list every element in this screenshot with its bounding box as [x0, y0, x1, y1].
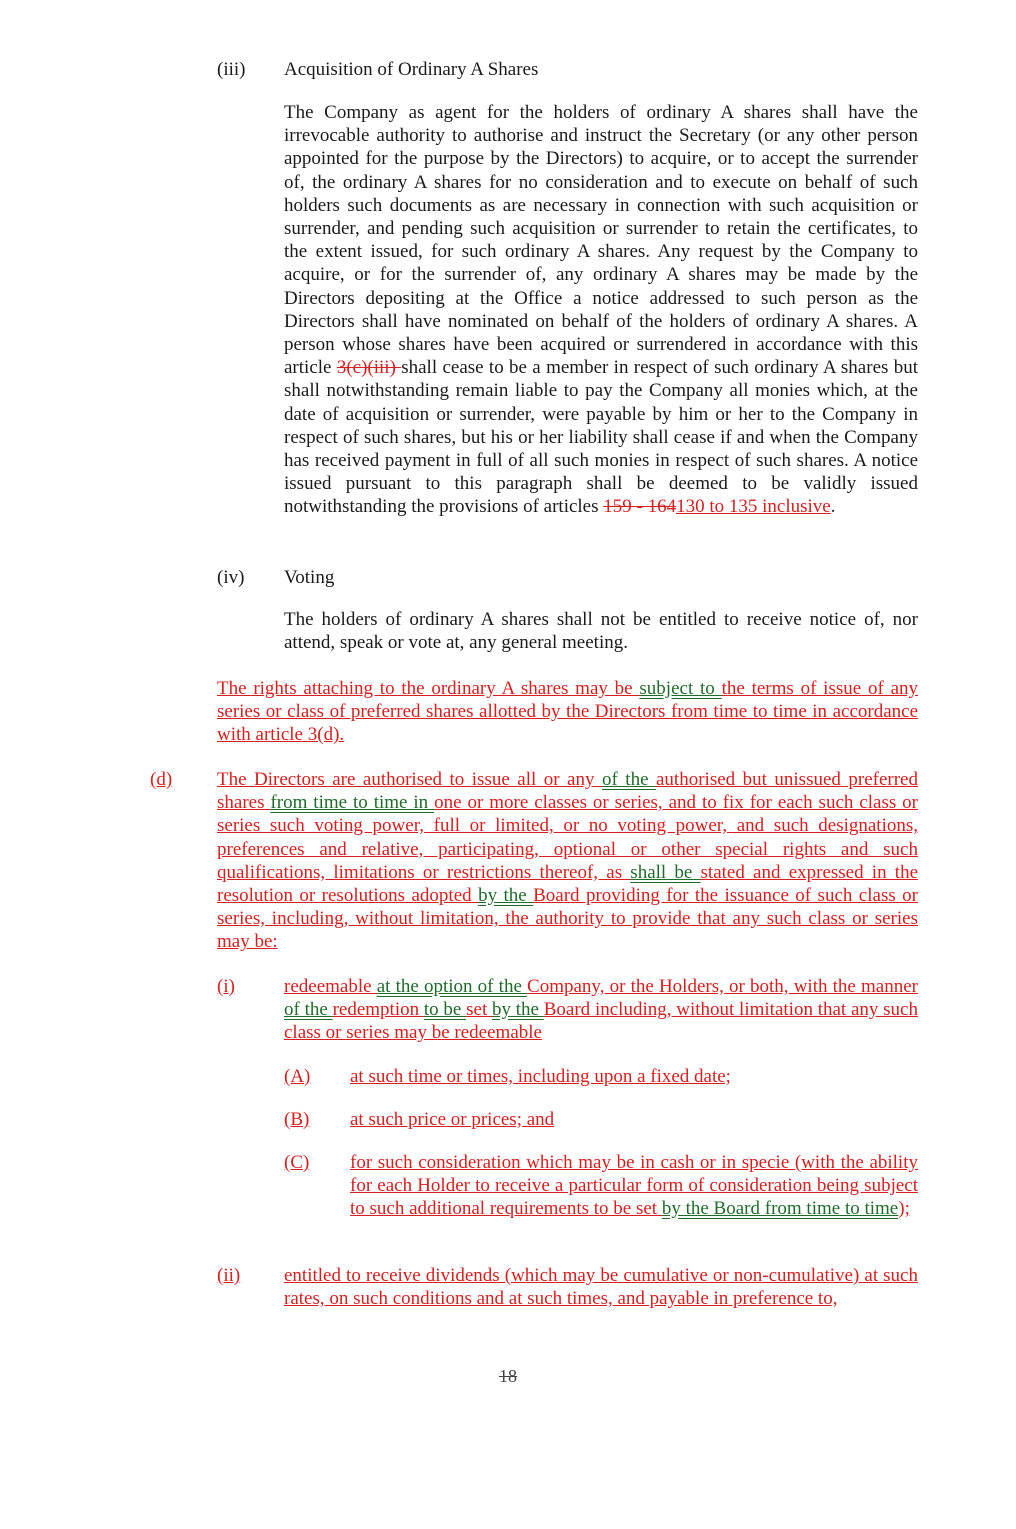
clause-number-d-i: (i) — [217, 976, 235, 997]
inserted-articles: 130 to 135 inclusive — [676, 496, 831, 518]
clause-heading-iii: Acquisition of Ordinary A Shares — [284, 59, 539, 80]
rights-text-cont: the terms of issue of any series or class of preferred shares allotted by the Directors from time to time in accordance with article 3(d). — [217, 678, 919, 746]
text-seg: Board including, without limitation that any such class or series may be redeemable — [284, 999, 918, 1044]
paragraph-redeemable — [284, 975, 918, 1045]
paragraph-text-cont: shall cease to be a member in respect of such ordinary A shares but shall notwithstanding remain liable to pay the Company all monies which, at the date of acquisition or surrender, were payable by him or her to the Company in respect of such shares, but his or her liability shall cease if and when the Company has received payment in full of all such monies in respect of such shares. A notice issued pursuant to this paragraph shall be deemed to be validly issued notwithstanding the provisions of articles — [284, 357, 919, 518]
paragraph-item-A: at such time or times, including upon a fixed date; — [350, 1066, 731, 1087]
paragraph-directors-authorised — [217, 768, 918, 954]
page-number: 18 — [499, 1366, 517, 1386]
paragraph-text: The Company as agent for the holders of ordinary A shares shall have the irrevocable authority to authorise and instruct the Secretary (or any other person appointed for the purpose by the Directors) to acquire, or to accept the surrender of, the ordinary A shares for no consideration and to execute on behalf of such holders such documents as are necessary in connection with such acquisition or surrender, and pending such acquisition or surrender to retain the certificates, to the extent issued, for such ordinary A shares. Any request by the Company to acquire, or for the surrender of, any ordinary A shares may be made by the Directors depositing at the Office a notice addressed to such person as the Directors shall have nominated on behalf of the holders of ordinary A shares. A person whose shares have been acquired or surrendered in accordance with this article — [284, 102, 918, 379]
paragraph-acquisition — [284, 101, 918, 519]
paragraph-item-C — [350, 1151, 918, 1221]
text-seg: redemption — [332, 999, 424, 1021]
inserted-green: of the — [284, 999, 333, 1021]
clause-number-B: (B) — [284, 1109, 310, 1130]
paragraph-voting: The holders of ordinary A shares shall not be entitled to receive notice of, nor attend, speak or vote at, any general meeting. — [284, 609, 918, 654]
text-seg: authorised but unissued preferred shares — [217, 769, 918, 814]
inserted-green: of the — [601, 769, 656, 790]
text-seg: stated and expressed in the resolution or resolutions adopted — [217, 861, 918, 907]
deleted-articles: 159 - 164 — [603, 496, 677, 518]
text-seg: Board providing for the issuance of such class or series, including, without limitation, the authority to provide that any such class or series may be: — [217, 885, 918, 953]
paragraph-item-B: at such price or prices; and — [350, 1109, 555, 1130]
clause-number-d: (d) — [150, 769, 173, 790]
paragraph-end: . — [830, 496, 836, 518]
inserted-green-subject-to: subject to — [639, 678, 722, 699]
text-seg: ); — [898, 1198, 910, 1220]
text-seg: The Directors are authorised to issue all or any — [217, 769, 602, 790]
inserted-green: shall be — [630, 861, 701, 883]
paragraph-dividends: entitled to receive dividends (which may be cumulative or non-cumulative) at such rates, on such conditions and at such times, and payable in preference to, — [284, 1265, 918, 1310]
inserted-green: by the Board from time to time — [661, 1198, 899, 1220]
clause-number-A: (A) — [284, 1066, 311, 1087]
clause-number-C: (C) — [284, 1152, 310, 1173]
clause-number-iv: (iv) — [217, 567, 245, 588]
rights-text: The rights attaching to the ordinary A shares may be — [217, 678, 640, 699]
text-seg: redeemable — [284, 976, 377, 997]
clause-number-d-ii: (ii) — [217, 1265, 241, 1286]
text-seg: Company, or the Holders, or both, with the manner — [527, 976, 918, 997]
inserted-green: to be — [423, 999, 467, 1021]
text-seg: set — [466, 999, 492, 1021]
text-seg: one or more classes or series, and to fix for each such class or series such voting power, full or limited, or no voting power, and such designations, preferences and relative, participating, optional or other special rights and such qualifications, limitations or restrictions thereof, as — [217, 792, 919, 883]
inserted-green: from time to time in — [270, 792, 435, 814]
clause-number-iii: (iii) — [217, 59, 246, 80]
text-seg: for such consideration which may be in cash or in specie (with the ability for each Holder to receive a particular form of consideration being subject to such additional requirements to be set — [350, 1152, 918, 1220]
inserted-green: by the — [478, 885, 534, 907]
inserted-green: by the — [492, 999, 544, 1021]
deleted-reference: 3(c)(iii) — [336, 357, 402, 379]
paragraph-rights — [217, 677, 918, 747]
clause-heading-iv: Voting — [284, 567, 335, 588]
inserted-green: at the option of the — [376, 976, 528, 997]
